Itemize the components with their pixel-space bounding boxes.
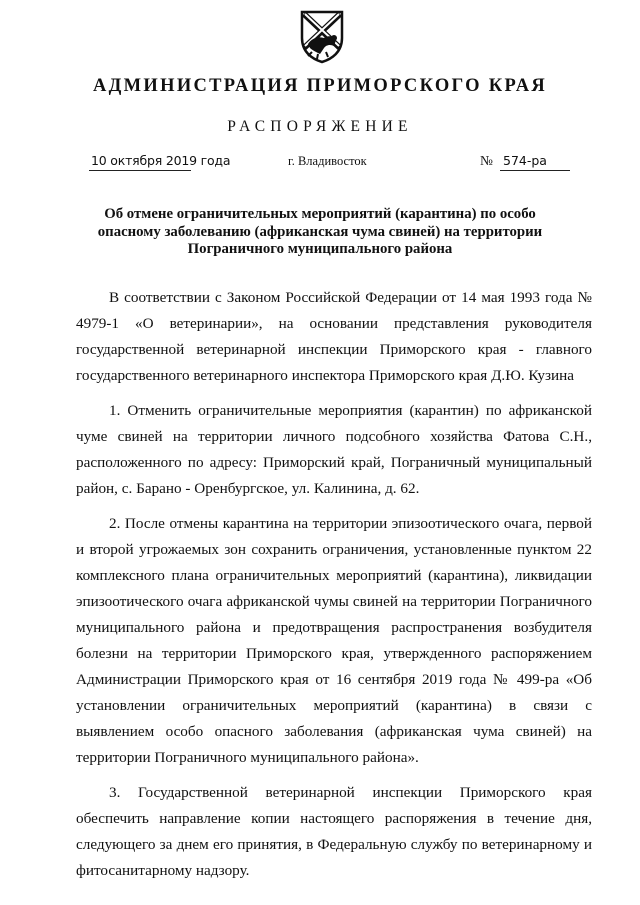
document-date: 10 октября 2019 года xyxy=(91,153,231,168)
paragraph-2: 2. После отмены карантина на территории эпизоотического очага, первой и второй угрожаемых зон сохранить ограничения, установленные пунктом 22 комплексного плана ограничительных мероприятий (карантина), ликвидации эпизоотического очага африканской чумы свиней на территории Пограничного муниципального района и предотвращения распространения возбудителя болезни на территории Приморского края, утвержденного распоряжением Администрации Приморского края от 16 сентября 2019 года № 499-ра «Об установлении ограничительных мероприятий (карантина) в связи с выявлением особо опасного заболевания (африканская чума свиней) на территории Пограничного муниципального района». xyxy=(76,515,592,766)
paragraph-3: 3. Государственной ветеринарной инспекции Приморского края обеспечить направление копии настоящего распоряжения в течение дня, следующего за днем его принятия, в Федеральную службу по ветеринарному и фитосанитарному надзору. xyxy=(76,784,592,879)
paragraph-1: 1. Отменить ограничительные мероприятия (карантин) по африканской чуме свиней на территории личного подсобного хозяйства Фатова С.Н., расположенного по адресу: Приморский край, Пограничный муниципальный район, с. Барано - Оренбургское, ул. Калинина, д. 62. xyxy=(76,402,592,497)
document-meta xyxy=(0,153,640,177)
coat-of-arms-icon xyxy=(298,8,346,64)
number-underline xyxy=(500,170,570,171)
preamble-paragraph: В соответствии с Законом Российской Федерации от 14 мая 1993 года № 4979-1 «О ветеринарии», на основании представления руководителя государственной ветеринарной инспекции Приморского края - главного государственного ветеринарного инспектора Приморского края Д.Ю. Кузина xyxy=(76,289,592,384)
document-type: РАСПОРЯЖЕНИЕ xyxy=(227,118,413,135)
number-sign: № xyxy=(480,153,493,168)
document-title: Об отмене ограничительных мероприятий (карантина) по особо опасному заболеванию (африканская чума свиней) на территории Пограничного муниципального района xyxy=(97,206,543,257)
document-number: 574-ра xyxy=(503,153,547,168)
organization-title: АДМИНИСТРАЦИЯ ПРИМОРСКОГО КРАЯ xyxy=(92,76,548,96)
document-city: г. Владивосток xyxy=(288,154,367,168)
date-underline xyxy=(89,170,191,171)
document-body xyxy=(76,285,592,893)
